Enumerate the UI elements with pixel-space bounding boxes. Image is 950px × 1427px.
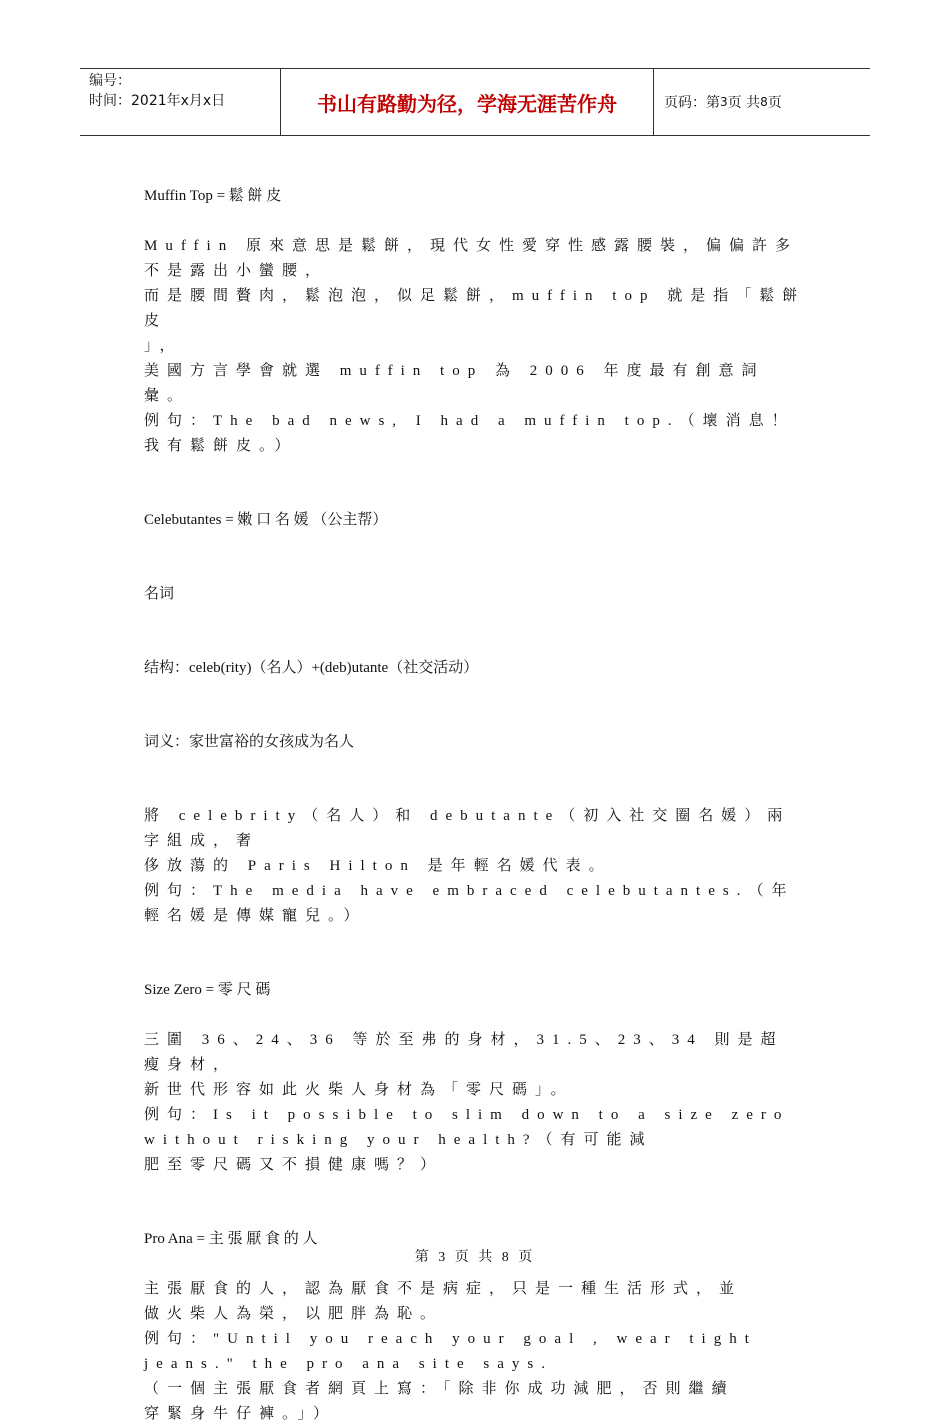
serial-number-label: 编号： bbox=[89, 73, 131, 89]
paragraph-line: 將 celebrity（名人）和 debutante（初入社交圈名媛）兩字組成，奢 bbox=[144, 808, 791, 849]
section-title-pro-ana: Pro Ana = 主 張 厭 食 的 人 bbox=[144, 1231, 318, 1247]
page-end: 页 bbox=[767, 95, 782, 111]
page-number: 3 bbox=[720, 95, 728, 109]
header-meta bbox=[80, 69, 281, 135]
paragraph-line: 而是腰間贅肉，鬆泡泡，似足鬆餅，muffin top 就是指「鬆餅皮 bbox=[144, 288, 806, 329]
date-label: 时间：2021年x月x日 bbox=[89, 93, 226, 109]
paragraph-line: Muffin 原來意思是鬆餅，現代女性愛穿性感露腰裝，偏偏許多 bbox=[144, 238, 798, 254]
page-total: 8 bbox=[760, 95, 768, 109]
paragraph-line: 」， bbox=[144, 338, 183, 354]
word-meaning: 词义：家世富裕的女孩成为名人 bbox=[144, 734, 355, 750]
paragraph-line: （一個主張厭食者網頁上寫：「除非你成功減肥，否則繼續 bbox=[144, 1381, 735, 1397]
paragraph-line: 侈放蕩的 Paris Hilton 是年輕名媛代表。 bbox=[144, 858, 612, 874]
example-sentence: 例句：The media have embraced celebutantes.（年輕名媛是傳媒寵兒。） bbox=[144, 883, 795, 924]
section-title-size-zero: Size Zero = 零 尺 碼 bbox=[144, 982, 271, 998]
page-mid: 页 共 bbox=[727, 95, 761, 111]
paragraph-line: 穿緊身牛仔褲。」） bbox=[144, 1406, 337, 1422]
example-sentence: 例句：The bad news, I had a muffin top.（壞消息！我有鬆餅皮。） bbox=[144, 413, 795, 454]
page-label: 页码：第 bbox=[664, 95, 720, 111]
example-sentence: 例句：Is it possible to slim down to a size zero without risking your health?（有可能減 bbox=[144, 1107, 790, 1148]
paragraph-line: 美國方言學會就選 muffin top 為 2006 年度最有創意詞彙。 bbox=[144, 363, 765, 404]
paragraph-line: 主張厭食的人，認為厭食不是病症，只是一種生活形式，並 bbox=[144, 1281, 743, 1297]
header-motto: 书山有路勤为径，学海无涯苦作舟 bbox=[281, 69, 654, 135]
section-title-celebutantes: Celebutantes = 嫩 口 名 媛 （公主帮） bbox=[144, 512, 388, 528]
paragraph-line: 做火柴人為榮，以肥胖為恥。 bbox=[144, 1306, 444, 1322]
page-footer: 第 3 页 共 8 页 bbox=[414, 1250, 536, 1265]
word-structure: 结构：celeb(rity)（名人）+(deb)utante（社交活动） bbox=[144, 660, 479, 676]
header-page-indicator bbox=[654, 69, 870, 135]
section-title-muffin-top: Muffin Top = 鬆 餅 皮 bbox=[144, 188, 282, 204]
paragraph-line: 不是露出小蠻腰， bbox=[144, 263, 329, 279]
paragraph-line: 三圍 36、24、36 等於至弗的身材，31.5、23、34 則是超瘦身材， bbox=[144, 1032, 784, 1073]
page-header bbox=[80, 68, 870, 136]
part-of-speech: 名词 bbox=[144, 586, 175, 602]
paragraph-line: 肥至零尺碼又不損健康嗎？） bbox=[144, 1157, 444, 1173]
paragraph-line: 新世代形容如此火柴人身材為「零尺碼」。 bbox=[144, 1082, 574, 1098]
document-body bbox=[144, 184, 806, 1427]
example-sentence: 例句："Until you reach your goal , wear tight jeans." the pro ana site says. bbox=[144, 1331, 757, 1372]
